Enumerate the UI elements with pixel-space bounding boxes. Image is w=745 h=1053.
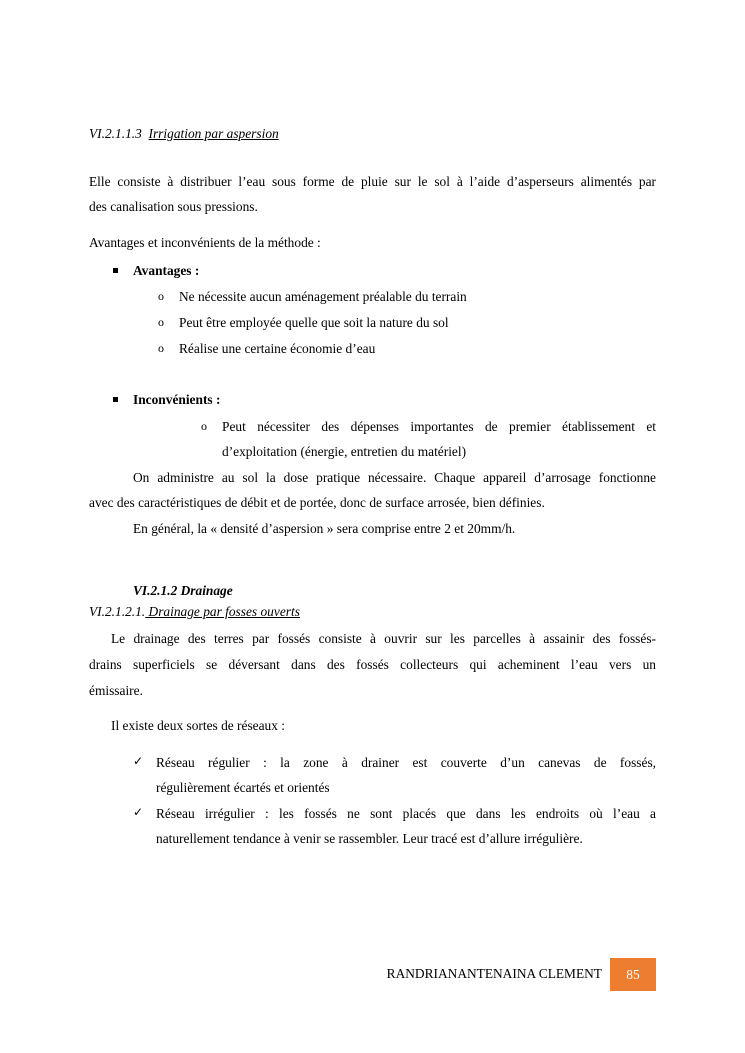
circle-bullet-icon: o — [158, 315, 164, 329]
checkmark-icon: ✓ — [133, 805, 144, 819]
square-bullet-icon — [113, 397, 118, 402]
page-number-badge: 85 — [610, 958, 656, 991]
paragraph-density: En général, la « densité d’aspersion » sera comprise entre 2 et 20mm/h. — [133, 521, 516, 536]
subsection-title: Drainage par fosses ouverts — [145, 604, 300, 619]
network-item-line-2: naturellement tendance à venir se rassembler. Leur tracé est d’allure irrégulière. — [156, 831, 583, 846]
network-item-line-1: Réseau irrégulier : les fossés ne sont placés que dans les endroits où l’eau a — [156, 806, 656, 821]
disadvantage-item-line-2: d’exploitation (énergie, entretien du matériel) — [222, 444, 467, 459]
network-item-line-1: Réseau régulier : la zone à drainer est couverte d’un canevas de fossés, — [156, 755, 656, 770]
paragraph-dose-line-1: On administre au sol la dose pratique nécessaire. Chaque appareil d’arrosage fonctionne — [133, 470, 656, 485]
advantage-item: Réalise une certaine économie d’eau — [179, 341, 376, 356]
intro-line-1: Elle consiste à distribuer l’eau sous forme de pluie sur le sol à l’aide d’asperseurs alimentés par — [89, 174, 656, 189]
network-item-line-2: régulièrement écartés et orientés — [156, 780, 330, 795]
square-bullet-icon — [113, 268, 118, 273]
circle-bullet-icon: o — [158, 289, 164, 303]
circle-bullet-icon: o — [158, 341, 164, 355]
advantage-item: Ne nécessite aucun aménagement préalable du terrain — [179, 289, 467, 304]
section-heading-aspersion — [89, 126, 279, 142]
section-heading-drainage: VI.2.1.2 Drainage — [133, 583, 233, 598]
advantages-intro: Avantages et inconvénients de la méthode : — [89, 235, 321, 250]
section-title: Irrigation par aspersion — [148, 126, 279, 141]
advantage-item: Peut être employée quelle que soit la nature du sol — [179, 315, 449, 330]
advantages-title: Avantages : — [133, 263, 200, 278]
disadvantages-title: Inconvénients : — [133, 392, 221, 407]
paragraph-drainage-line-3: émissaire. — [89, 683, 143, 698]
intro-line-2: des canalisation sous pressions. — [89, 199, 258, 214]
disadvantage-item-line-1: Peut nécessiter des dépenses importantes de premier établissement et — [222, 419, 656, 434]
circle-bullet-icon: o — [201, 419, 207, 433]
section-number: VI.2.1.1.3 — [89, 126, 142, 141]
paragraph-drainage-line-2: drains superficiels se déversant dans des fossés collecteurs qui acheminent l’eau vers un — [89, 657, 656, 672]
paragraph-networks-intro: Il existe deux sortes de réseaux : — [111, 718, 286, 733]
subsection-heading-fosses — [89, 604, 300, 620]
subsection-number: VI.2.1.2.1. — [89, 604, 146, 619]
footer-author: RANDRIANANTENAINA CLEMENT — [386, 966, 602, 981]
paragraph-drainage-line-1: Le drainage des terres par fossés consiste à ouvrir sur les parcelles à assainir des fossés- — [111, 631, 656, 646]
checkmark-icon: ✓ — [133, 754, 144, 768]
paragraph-dose-line-2: avec des caractéristiques de débit et de portée, donc de surface arrosée, bien définies. — [89, 495, 545, 510]
